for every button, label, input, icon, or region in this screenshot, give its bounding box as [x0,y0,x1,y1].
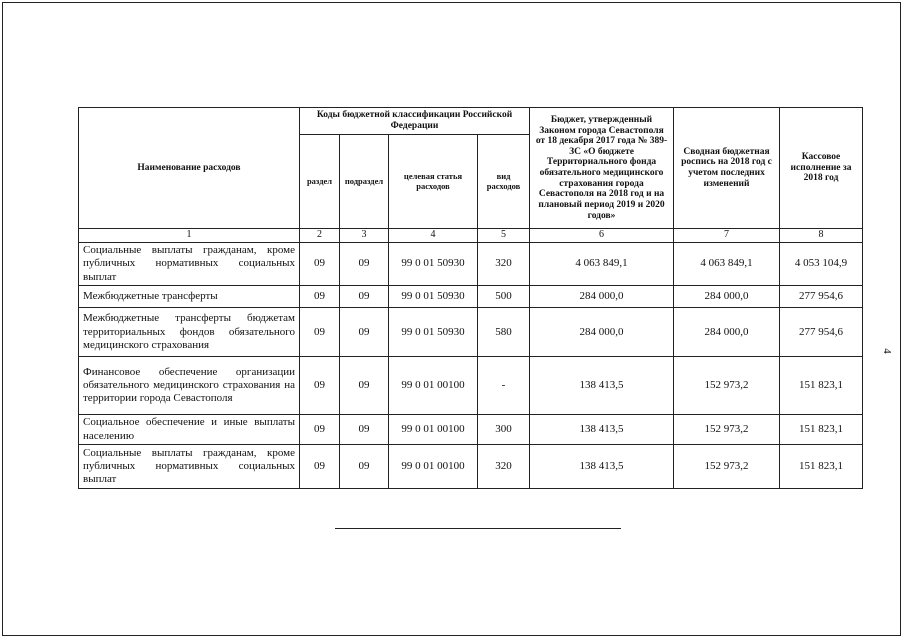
header-section: раздел [300,135,340,229]
header-target-item: целевая статья расходов [389,135,478,229]
table-row [79,357,863,415]
row-cash: 151 823,1 [780,415,863,445]
column-number: 2 [300,229,340,243]
separator-line [335,528,621,529]
row-summary: 152 973,2 [674,415,780,445]
header-name: Наименование расходов [79,108,300,229]
row-section: 09 [300,445,340,489]
column-number: 8 [780,229,863,243]
row-name: Финансовое обеспечение организации обязательного медицинского страхования на территории города Севастополя [79,357,300,415]
row-cash: 4 053 104,9 [780,243,863,286]
header-summary-list: Сводная бюджетная роспись на 2018 год с учетом последних изменений [674,108,780,229]
header-subsection: подраздел [340,135,389,229]
header-budget-approved: Бюджет, утвержденный Законом города Севастополя от 18 декабря 2017 года № 389-ЗС «О бюджете Территориального фонда обязательного медицинского страхования города Севастополя на 2018 год и на плановый период 2019 и 2020 годов» [530,108,674,229]
row-subsection: 09 [340,308,389,357]
row-name: Межбюджетные трансферты [79,286,300,308]
row-target: 99 0 01 00100 [389,415,478,445]
row-subsection: 09 [340,415,389,445]
row-type: 500 [478,286,530,308]
column-number: 4 [389,229,478,243]
row-target: 99 0 01 00100 [389,357,478,415]
row-subsection: 09 [340,357,389,415]
table-row [79,286,863,308]
table-row [79,308,863,357]
row-subsection: 09 [340,286,389,308]
row-type: 320 [478,445,530,489]
row-summary: 284 000,0 [674,286,780,308]
header-expense-type: вид расходов [478,135,530,229]
row-budget: 138 413,5 [530,445,674,489]
page-number: 4 [880,348,893,354]
table-row [79,445,863,489]
row-name: Социальные выплаты гражданам, кроме публичных нормативных социальных выплат [79,243,300,286]
column-number: 3 [340,229,389,243]
row-type: 580 [478,308,530,357]
row-cash: 151 823,1 [780,445,863,489]
table-row [79,415,863,445]
table-row [79,243,863,286]
row-cash: 151 823,1 [780,357,863,415]
row-budget: 4 063 849,1 [530,243,674,286]
budget-table [78,107,863,489]
row-name: Социальное обеспечение и иные выплаты населению [79,415,300,445]
row-target: 99 0 01 50930 [389,286,478,308]
row-type: - [478,357,530,415]
row-type: 320 [478,243,530,286]
column-number: 5 [478,229,530,243]
row-section: 09 [300,286,340,308]
row-section: 09 [300,415,340,445]
header-codes-group: Коды бюджетной классификации Российской Федерации [300,108,530,135]
row-section: 09 [300,357,340,415]
row-name: Социальные выплаты гражданам, кроме публичных нормативных социальных выплат [79,445,300,489]
row-name: Межбюджетные трансферты бюджетам территориальных фондов обязательного медицинского страхования [79,308,300,357]
row-summary: 152 973,2 [674,357,780,415]
row-section: 09 [300,243,340,286]
row-type: 300 [478,415,530,445]
row-section: 09 [300,308,340,357]
row-summary: 152 973,2 [674,445,780,489]
column-number: 1 [79,229,300,243]
row-budget: 284 000,0 [530,286,674,308]
column-number-row [79,229,863,243]
row-target: 99 0 01 50930 [389,308,478,357]
row-budget: 284 000,0 [530,308,674,357]
row-target: 99 0 01 00100 [389,445,478,489]
row-summary: 284 000,0 [674,308,780,357]
row-cash: 277 954,6 [780,308,863,357]
header-cash-execution: Кассовое исполнение за 2018 год [780,108,863,229]
row-budget: 138 413,5 [530,415,674,445]
row-subsection: 09 [340,445,389,489]
row-budget: 138 413,5 [530,357,674,415]
column-number: 7 [674,229,780,243]
row-summary: 4 063 849,1 [674,243,780,286]
row-target: 99 0 01 50930 [389,243,478,286]
row-cash: 277 954,6 [780,286,863,308]
column-number: 6 [530,229,674,243]
row-subsection: 09 [340,243,389,286]
